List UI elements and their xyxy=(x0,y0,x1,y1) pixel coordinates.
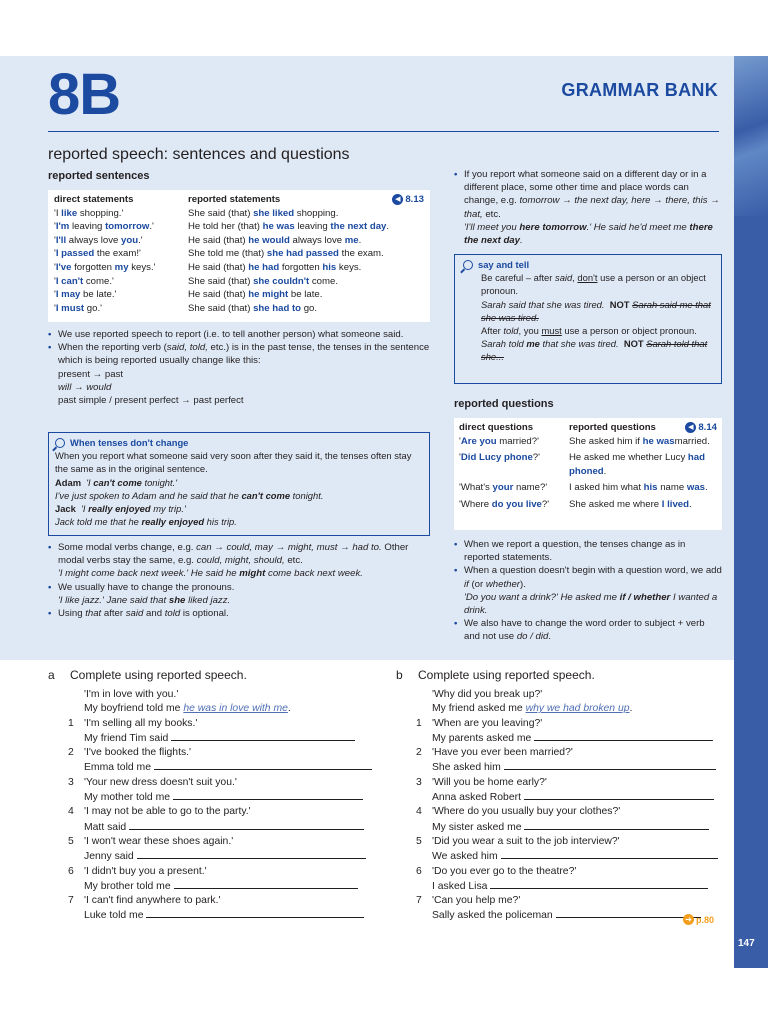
exercise-answer xyxy=(416,879,722,894)
list-item: • When the reporting verb (said, told, etc.) is in the past tense, the tenses in the sentence which is being reported usually change like this: xyxy=(48,342,430,367)
answer-prompt: I asked Lisa xyxy=(432,880,491,892)
answer-prompt: My parents asked me xyxy=(432,732,535,744)
col-direct-header: direct questions xyxy=(459,422,534,433)
list-item: • When a question doesn't begin with a question word, we add if (or whether). xyxy=(454,565,722,590)
question-rules-bullets xyxy=(454,538,722,644)
text-segment: the exam. xyxy=(338,248,384,260)
page-title: reported speech: sentences and questions xyxy=(48,146,350,163)
col-reported-header: reported statements xyxy=(188,194,281,205)
example-line: 'Do you want a drink?' He asked me if / whether I wanted a drink. xyxy=(464,591,718,617)
text-segment: I asked him what xyxy=(569,482,644,494)
direct-statement xyxy=(54,207,188,221)
text-segment: be late.' xyxy=(80,289,117,301)
answer-prompt: She asked him xyxy=(432,762,504,774)
tip-title: When tenses don't change xyxy=(55,436,423,449)
exercise-question xyxy=(68,717,378,731)
table-row xyxy=(54,261,424,275)
reported-sentences-rows xyxy=(54,207,424,316)
arrow-icon: ➜ xyxy=(683,914,694,925)
text-segment: ' xyxy=(54,302,56,314)
list-item: • We use reported speech to report (i.e. to tell another person) what someone said. xyxy=(48,329,404,340)
answer-prompt: We asked him xyxy=(432,851,501,863)
item-number: 6 xyxy=(68,865,74,877)
reported-statement xyxy=(188,247,424,261)
reported-statement xyxy=(188,207,424,221)
audio-icon: ◀ xyxy=(392,194,403,205)
question-text: 'I may not be able to go to the party.' xyxy=(84,806,251,818)
example-jack: Jack 'I really enjoyed my trip.' xyxy=(55,503,186,515)
exercise-question xyxy=(416,746,722,760)
table-row xyxy=(459,481,717,495)
text-segment: married?' xyxy=(496,435,539,447)
exercise-answer xyxy=(68,908,378,923)
table-row xyxy=(54,207,424,221)
highlight-text: your xyxy=(492,482,514,494)
question-text: 'Your new dress doesn't suit you.' xyxy=(84,776,237,788)
item-number: 4 xyxy=(416,806,422,818)
text-segment: come. xyxy=(309,275,338,287)
reported-question xyxy=(569,481,717,495)
reported-statement xyxy=(188,261,424,275)
reported-question xyxy=(569,435,717,449)
table-row xyxy=(459,435,717,449)
rule-line: past simple / present perfect → past perfect xyxy=(58,395,244,407)
exercise-a xyxy=(68,688,378,924)
answer-prompt: Sally asked the policeman xyxy=(432,910,556,922)
when-tenses-dont-change-box xyxy=(48,432,430,536)
audio-track-814[interactable]: ◀ 8.14 xyxy=(685,421,717,435)
direct-statement xyxy=(54,234,188,248)
direct-question xyxy=(459,435,569,449)
example-jack-reported: Jack told me that he really enjoyed his trip. xyxy=(55,516,237,528)
highlight-text: I've xyxy=(55,261,72,273)
reported-questions-table xyxy=(454,418,722,530)
exercise-question xyxy=(416,717,722,731)
highlight-text: his xyxy=(322,261,337,273)
text-segment: keys. xyxy=(336,261,362,273)
text-segment: name xyxy=(657,482,687,494)
question-text: 'Did you wear a suit to the job interview?' xyxy=(432,835,620,847)
text-segment: always love xyxy=(289,234,345,246)
tip-line: After told, you must use a person or object pronoun. xyxy=(481,325,697,337)
answer-prompt: Emma told me xyxy=(84,762,154,774)
text-segment: ' xyxy=(54,248,56,260)
text-segment: ' xyxy=(54,261,56,273)
item-number: 4 xyxy=(68,806,74,818)
text-segment: ' xyxy=(459,452,461,464)
exercise-b xyxy=(416,688,722,924)
answer-blank[interactable] xyxy=(501,849,719,859)
item-number: 6 xyxy=(416,865,422,877)
answer-prompt: Matt said xyxy=(84,821,130,833)
text-segment: 'I xyxy=(54,207,62,219)
answer-blank[interactable] xyxy=(504,760,716,770)
exercise-question xyxy=(416,894,722,908)
page-number: 147 xyxy=(738,938,755,949)
side-strip-pattern xyxy=(734,56,768,216)
text-segment: be late. xyxy=(288,289,323,301)
item-number: 7 xyxy=(68,895,74,907)
exercise-b-items xyxy=(416,717,722,924)
list-item: • If you report what someone said on a different day or in a different place, some other time and place words can change, e.g. tomorrow → the next day, here → there, this → that, etc. xyxy=(454,169,720,220)
tip-text: When you report what someone said very soon after they said it, the tenses often stay the same as in the original sentence. xyxy=(55,450,412,475)
highlight-text: she couldn't xyxy=(253,275,310,287)
question-text: 'Do you ever go to the theatre?' xyxy=(432,865,577,877)
item-number: 7 xyxy=(416,895,422,907)
question-text: 'I won't wear these shoes again.' xyxy=(84,835,234,847)
text-segment: . xyxy=(689,498,692,510)
text-segment: She said (that) xyxy=(188,207,254,219)
highlight-text: I'm xyxy=(55,221,70,233)
answer-blank[interactable] xyxy=(154,760,372,770)
unit-code: 8B xyxy=(48,62,121,127)
table-row xyxy=(459,451,717,478)
text-segment: He told her (that) xyxy=(188,221,263,233)
exercise-answer xyxy=(68,879,378,894)
direct-question xyxy=(459,451,569,478)
example-adam-reported: I've just spoken to Adam and he said that he can't come tonight. xyxy=(55,489,324,501)
highlight-text: I lived xyxy=(661,498,689,510)
highlight-text: do you live xyxy=(491,498,542,510)
highlight-text: tomorrow xyxy=(105,221,150,233)
answer-prompt: My friend Tim said xyxy=(84,732,172,744)
answer-blank[interactable] xyxy=(171,731,355,741)
item-number: 2 xyxy=(68,747,74,759)
question-text: 'Where do you usually buy your clothes?' xyxy=(432,806,621,818)
highlight-text: he was xyxy=(262,221,295,233)
item-number: 3 xyxy=(68,776,74,788)
question-text: 'I can't find anywhere to park.' xyxy=(84,895,221,907)
text-segment: She said (that) xyxy=(188,302,254,314)
text-segment: shopping. xyxy=(294,207,339,219)
rule-line: will → would xyxy=(58,381,112,393)
exercise-b-heading: b Complete using reported speech. xyxy=(396,668,595,682)
list-item: • Some modal verbs change, e.g. can → could, may → might, must → had to. Other modal verbs stay the same, e.g. could, might, should, etc. xyxy=(48,542,409,567)
table-header-row xyxy=(459,421,717,435)
answer-prompt: Anna asked Robert xyxy=(432,792,524,804)
example-line: 'I might come back next week.' He said he might come back next week. xyxy=(58,568,363,580)
answer-blank[interactable] xyxy=(137,849,366,859)
example-line: 'I'll meet you here tomorrow.' He said he'd meet me there the next day. xyxy=(464,221,713,247)
answer-blank[interactable] xyxy=(524,820,708,830)
highlight-text: I must xyxy=(55,302,85,314)
reported-question xyxy=(569,498,717,512)
reported-statement xyxy=(188,275,424,289)
question-text: 'Have you ever been married?' xyxy=(432,747,573,759)
highlight-text: me xyxy=(344,234,359,246)
tense-rules-bullets xyxy=(48,328,430,407)
rule-line: present → past xyxy=(58,368,124,380)
text-segment: She told me (that) xyxy=(188,248,267,260)
exercise-answer xyxy=(416,820,722,835)
text-segment: the exam!' xyxy=(94,248,141,260)
text-segment: .' xyxy=(138,234,143,246)
text-segment: She asked him if xyxy=(569,435,643,447)
text-segment: always love xyxy=(66,234,122,246)
exercise-answer xyxy=(416,731,722,746)
direct-statement xyxy=(54,275,188,289)
highlight-text: I'll xyxy=(55,234,67,246)
text-segment: . xyxy=(603,465,607,477)
side-strip xyxy=(734,56,768,968)
magnifier-icon xyxy=(463,260,473,270)
exercise-a-heading: a Complete using reported speech. xyxy=(48,668,247,682)
answer-prompt: My mother told me xyxy=(84,792,173,804)
example-answer: My boyfriend told me he was in love with me. xyxy=(84,703,291,715)
text-segment: name?' xyxy=(513,482,548,494)
question-text: 'I didn't buy you a present.' xyxy=(84,865,207,877)
table-row xyxy=(54,247,424,261)
col-reported-header: reported questions xyxy=(569,422,656,433)
exercise-answer xyxy=(68,760,378,775)
question-text: 'Will you be home early?' xyxy=(432,776,547,788)
highlight-text: she had to xyxy=(253,302,302,314)
question-text: 'Can you help me?' xyxy=(432,895,521,907)
audio-track-813[interactable]: ◀ 8.13 xyxy=(392,193,424,207)
table-header-row xyxy=(54,193,424,207)
highlight-text: I can't xyxy=(55,275,84,287)
exercise-question xyxy=(416,805,722,819)
exercise-question xyxy=(68,865,378,879)
exercise-answer xyxy=(416,908,722,923)
text-segment: come.' xyxy=(83,275,114,287)
tip-title: say and tell xyxy=(463,258,715,271)
answer-blank[interactable] xyxy=(174,879,358,889)
text-segment: ' xyxy=(54,275,56,287)
list-item: • We usually have to change the pronouns. xyxy=(48,581,235,593)
answer-blank[interactable] xyxy=(490,879,708,889)
exercise-question xyxy=(68,805,378,819)
text-segment: 'Where xyxy=(459,498,492,510)
reported-statement xyxy=(188,234,424,248)
modal-pronoun-bullets xyxy=(48,541,430,620)
exercise-question xyxy=(416,865,722,879)
exercise-question xyxy=(68,835,378,849)
highlight-text: the next day xyxy=(330,221,387,233)
text-segment: . xyxy=(386,221,390,233)
highlight-text: you xyxy=(121,234,139,246)
exercise-question xyxy=(416,835,722,849)
tip-line: Be careful – after said, don't use a person or an object pronoun. xyxy=(481,272,706,297)
highlight-text: he might xyxy=(248,289,289,301)
answer-blank[interactable] xyxy=(556,908,701,918)
exercise-answer xyxy=(416,760,722,775)
answer-prompt: Jenny said xyxy=(84,851,137,863)
highlight-text: like xyxy=(61,207,78,219)
text-segment: .' xyxy=(149,221,154,233)
table-row xyxy=(54,288,424,302)
text-segment: . xyxy=(358,234,362,246)
time-place-bullets xyxy=(454,168,722,247)
highlight-text: she had passed xyxy=(266,248,339,260)
table-row xyxy=(459,498,717,512)
list-item: • When we report a question, the tenses change as in reported statements. xyxy=(454,539,686,564)
reported-questions-heading: reported questions xyxy=(454,398,554,410)
table-row xyxy=(54,220,424,234)
highlight-text: he was xyxy=(642,435,675,447)
answer-prompt: My brother told me xyxy=(84,880,174,892)
text-segment: go. xyxy=(301,302,318,314)
item-number: 5 xyxy=(416,835,422,847)
question-text: 'When are you leaving?' xyxy=(432,717,543,729)
highlight-text: his xyxy=(643,482,658,494)
highlight-text: she liked xyxy=(253,207,295,219)
exercise-question xyxy=(68,776,378,790)
exercise-question xyxy=(68,894,378,908)
reported-statement xyxy=(188,220,424,234)
reported-statement xyxy=(188,288,424,302)
text-segment: ?' xyxy=(532,452,540,464)
text-segment: ' xyxy=(459,435,461,447)
text-segment: He asked me whether Lucy xyxy=(569,452,688,464)
highlight-text: Are you xyxy=(460,435,497,447)
exercise-answer xyxy=(68,820,378,835)
direct-statement xyxy=(54,220,188,234)
item-number: 2 xyxy=(416,747,422,759)
table-row xyxy=(54,275,424,289)
item-number: 1 xyxy=(68,717,74,729)
direct-question xyxy=(459,481,569,495)
page-reference-link[interactable]: ➜ p.80 xyxy=(683,914,714,925)
text-segment: 'What's xyxy=(459,482,493,494)
highlight-text: my xyxy=(114,261,129,273)
example-question: 'I'm in love with you.' xyxy=(84,689,179,700)
text-segment: He said (that) xyxy=(188,234,249,246)
answer-prompt: My sister asked me xyxy=(432,821,525,833)
highlight-text: had phoned xyxy=(569,452,705,477)
direct-question xyxy=(459,498,569,512)
example-adam: Adam 'I can't come tonight.' xyxy=(55,476,178,488)
text-segment: He said (that) xyxy=(188,261,249,273)
text-segment: ?' xyxy=(541,498,550,510)
item-number: 1 xyxy=(416,717,422,729)
section-label: GRAMMAR BANK xyxy=(561,80,718,100)
text-segment: ' xyxy=(54,221,56,233)
item-number: 3 xyxy=(416,776,422,788)
tip-line: Sarah told me that she was tired. NOT Sarah told that she... xyxy=(481,338,708,363)
answer-blank[interactable] xyxy=(146,908,364,918)
direct-statement xyxy=(54,261,188,275)
highlight-text: Did Lucy phone xyxy=(460,452,533,464)
answer-blank[interactable] xyxy=(524,790,714,800)
audio-icon: ◀ xyxy=(685,422,696,433)
reported-questions-rows xyxy=(459,435,717,512)
text-segment: married. xyxy=(674,435,710,447)
text-segment: forgotten xyxy=(279,261,323,273)
example-line: 'I like jazz.' Jane said that she liked jazz. xyxy=(58,594,231,606)
highlight-text: I passed xyxy=(55,248,95,260)
highlight-text: he had xyxy=(248,261,280,273)
exercise-question xyxy=(416,776,722,790)
reported-statement xyxy=(188,302,424,316)
list-item: • Using that after said and told is optional. xyxy=(48,608,229,620)
exercise-question xyxy=(68,746,378,760)
exercise-answer xyxy=(416,790,722,805)
text-segment: She asked me where xyxy=(569,498,662,510)
text-segment: . xyxy=(705,482,708,494)
highlight-text: he would xyxy=(248,234,290,246)
text-segment: ' xyxy=(54,289,56,301)
answer-blank[interactable] xyxy=(534,731,713,741)
text-segment: leaving xyxy=(294,221,331,233)
highlight-text: I may xyxy=(55,289,81,301)
direct-statement xyxy=(54,302,188,316)
tip-line: Sarah said that she was tired. NOT Sarah said me that she was tired. xyxy=(481,298,711,323)
text-segment: go.' xyxy=(84,302,102,314)
text-segment: She said (that) xyxy=(188,275,254,287)
item-number: 5 xyxy=(68,835,74,847)
text-segment: shopping.' xyxy=(77,207,124,219)
table-row xyxy=(54,302,424,316)
exercise-answer xyxy=(68,731,378,746)
highlight-text: was xyxy=(686,482,706,494)
reported-question xyxy=(569,451,717,478)
header-rule xyxy=(48,131,719,132)
direct-statement xyxy=(54,247,188,261)
reported-sentences-heading: reported sentences xyxy=(48,170,150,182)
col-direct-header: direct statements xyxy=(54,194,134,205)
text-segment: leaving xyxy=(69,221,106,233)
list-item: • We also have to change the word order to subject + verb and not use do / did. xyxy=(454,618,705,643)
question-text: 'I've booked the flights.' xyxy=(84,747,192,759)
exercise-answer xyxy=(68,790,378,805)
exercise-a-items xyxy=(68,717,378,924)
direct-statement xyxy=(54,288,188,302)
question-text: 'I'm selling all my books.' xyxy=(84,717,198,729)
example-question: 'Why did you break up?' xyxy=(432,689,543,700)
text-segment: He said (that) xyxy=(188,289,249,301)
exercise-answer xyxy=(68,849,378,864)
text-segment: forgotten xyxy=(71,261,115,273)
magnifier-icon xyxy=(55,438,65,448)
reported-sentences-table xyxy=(48,190,430,322)
answer-blank[interactable] xyxy=(129,820,364,830)
answer-prompt: Luke told me xyxy=(84,910,147,922)
table-row xyxy=(54,234,424,248)
exercise-answer xyxy=(416,849,722,864)
text-segment: ' xyxy=(54,234,56,246)
text-segment: keys.' xyxy=(128,261,156,273)
answer-blank[interactable] xyxy=(173,790,363,800)
say-and-tell-box xyxy=(454,254,722,384)
example-answer: My friend asked me why we had broken up. xyxy=(432,703,633,715)
